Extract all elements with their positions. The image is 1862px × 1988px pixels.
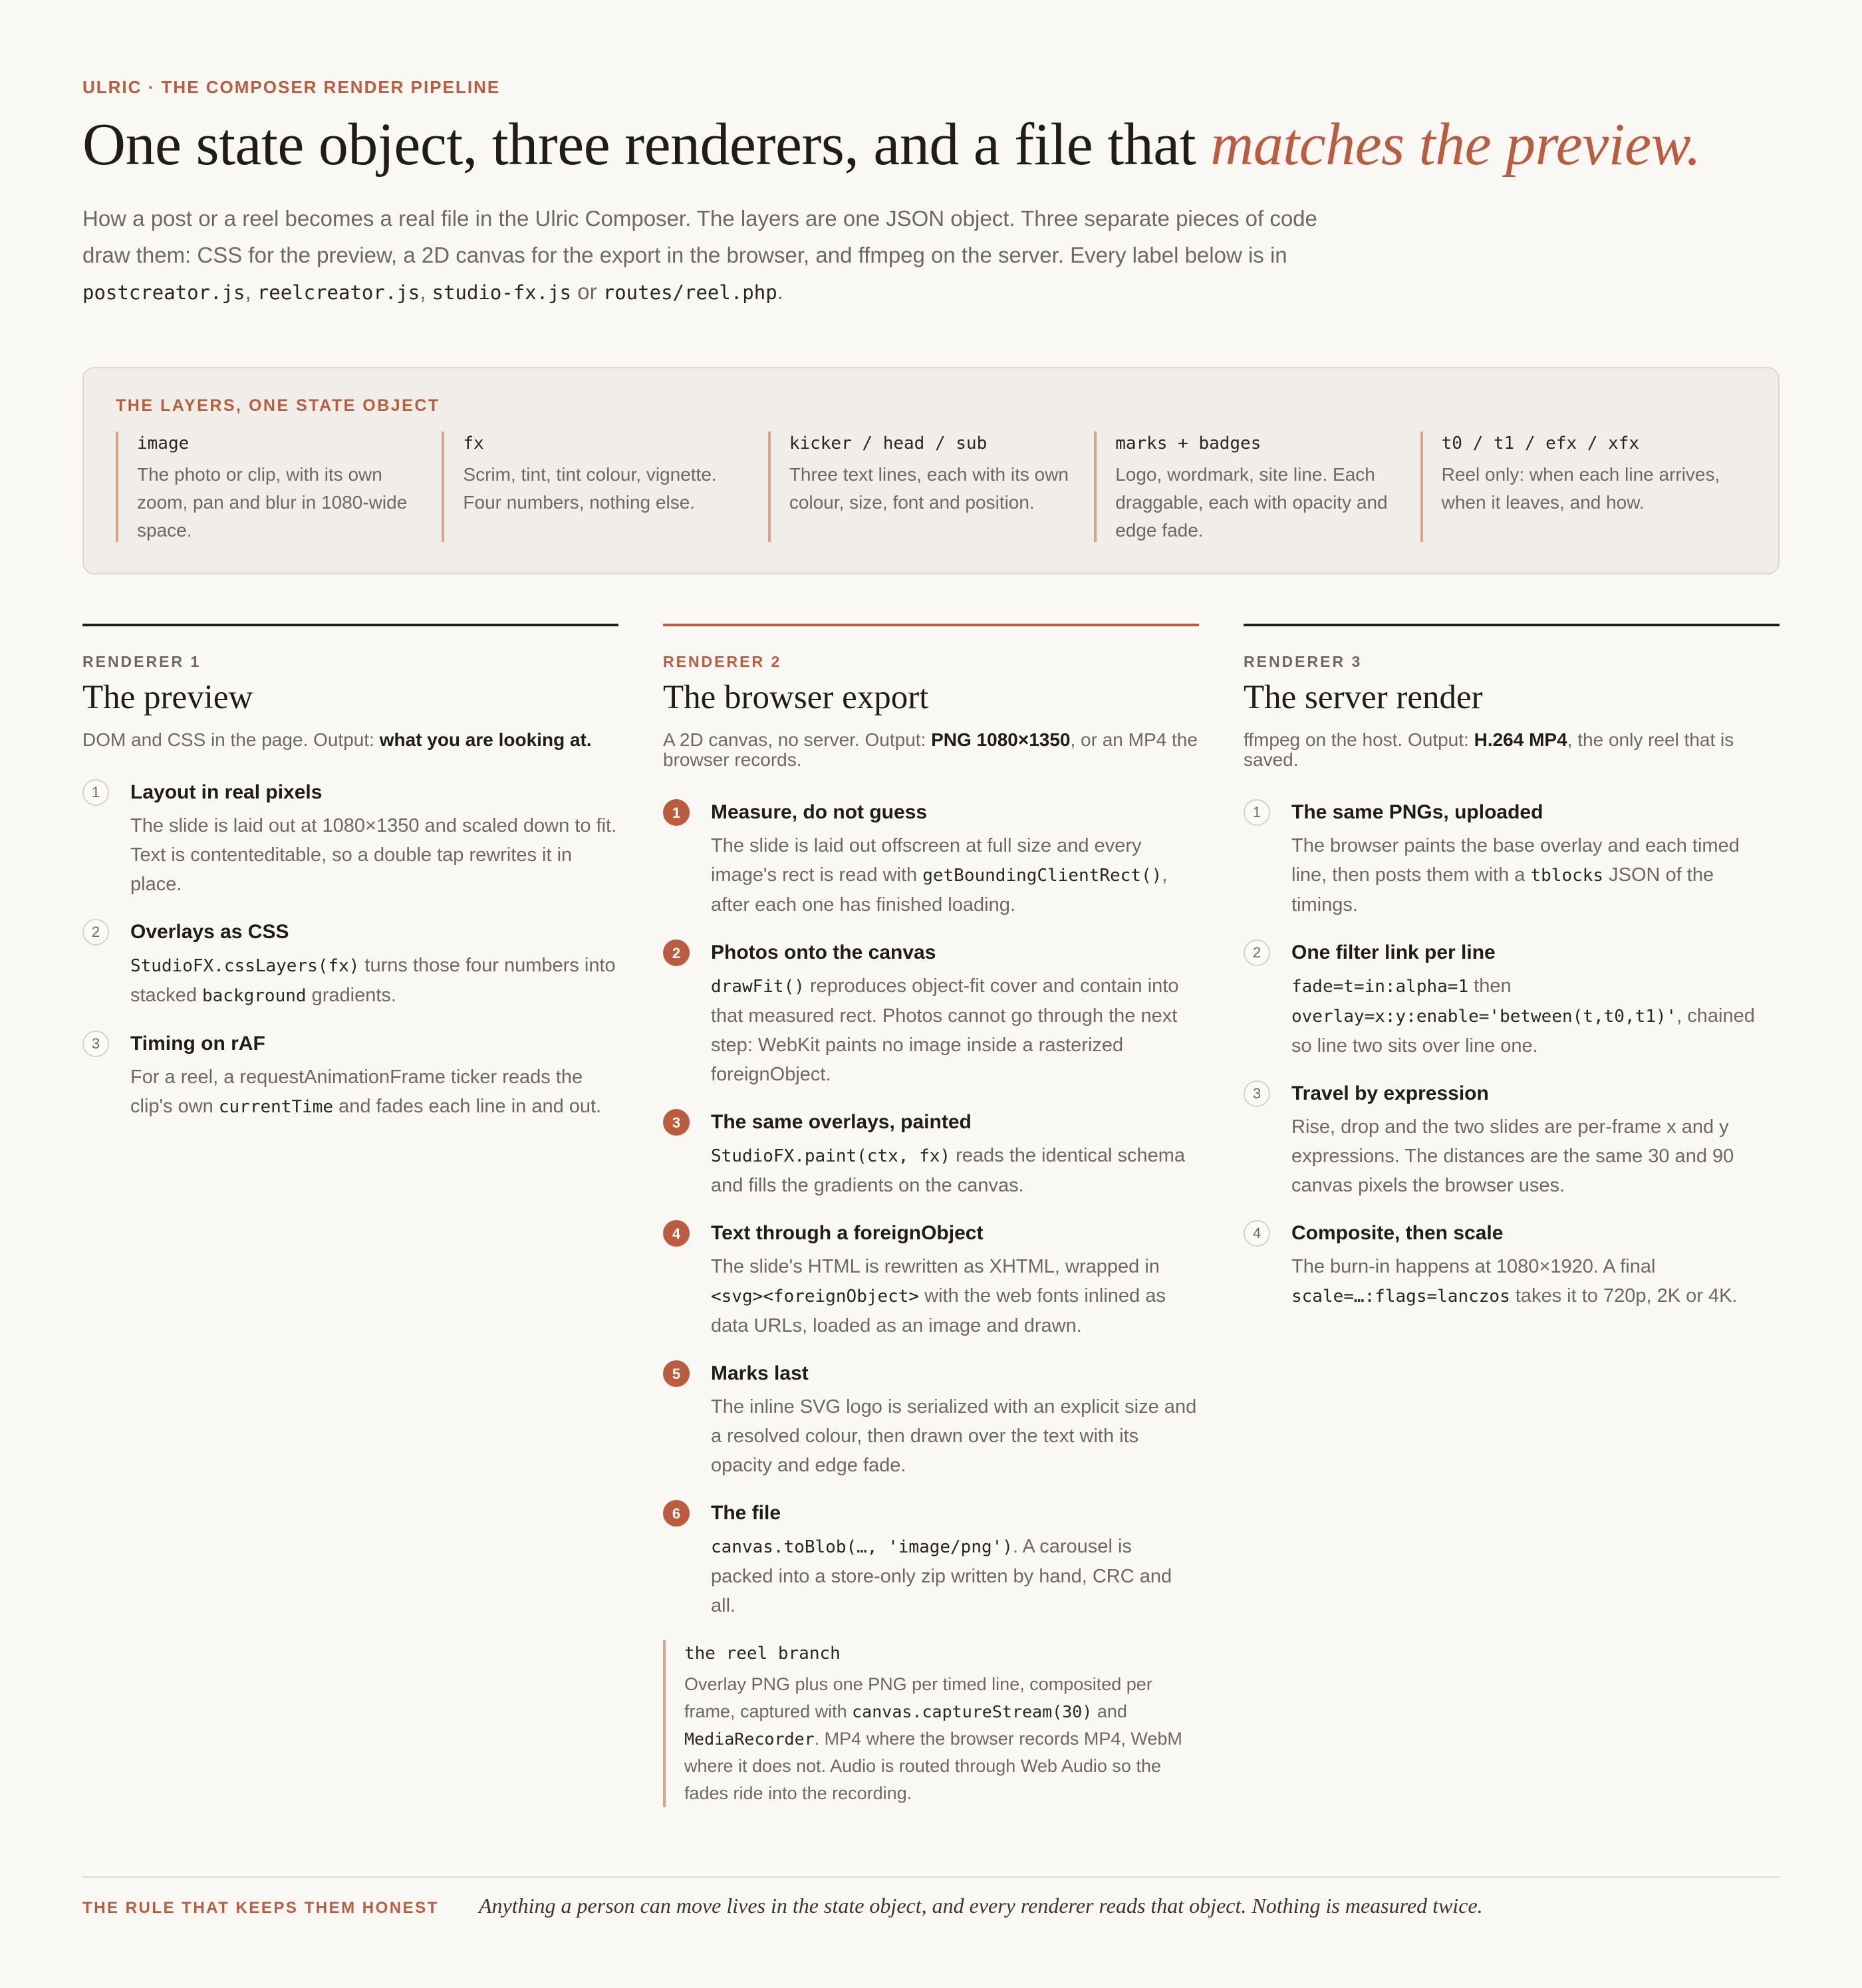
step (663, 799, 1199, 920)
step-title: The same overlays, painted (711, 1111, 972, 1134)
step-number: 5 (663, 1360, 690, 1387)
step-text (711, 1532, 1199, 1620)
step-text-part: The browser paints the base overlay and each timed line, then posts them with a (1291, 835, 1740, 886)
step (663, 1500, 1199, 1620)
renderer-subtitle (663, 730, 1199, 770)
page-title (82, 112, 1700, 178)
step-text-part: with the web fonts inlined as data URLs, loaded as an image and drawn. (711, 1285, 1166, 1337)
step-text-part: reproduces object-fit cover and contain into that measured rect. Photos cannot go through the next step: WebKit paints no image inside a rasterized foreignObject. (711, 975, 1179, 1086)
layer-description: Scrim, tint, tint colour, vignette. Four numbers, nothing else. (463, 464, 717, 513)
renderer-label: RENDERER 2 (663, 653, 782, 670)
step-number: 3 (82, 1031, 109, 1057)
step-title: Marks last (711, 1362, 809, 1385)
reel-branch-note (663, 1640, 1199, 1807)
subtitle-output: PNG 1080×1350 (931, 729, 1071, 751)
step-title: Overlays as CSS (130, 921, 289, 943)
file-name: reelcreator.js (257, 281, 420, 304)
eyebrow: ULRIC · THE COMPOSER RENDER PIPELINE (82, 77, 501, 97)
renderer-title: The preview (82, 679, 253, 716)
code-snippet: canvas.toBlob(…, 'image/png') (711, 1537, 1013, 1558)
step-text: The slide is laid out at 1080×1350 and scaled down to fit. Text is contenteditable, so a double tap rewrites it in place. (130, 815, 617, 896)
step (1244, 1220, 1780, 1311)
code-snippet: overlay=x:y:enable='between(t,t0,t1)' (1291, 1007, 1677, 1027)
layer-image (116, 432, 442, 542)
step (663, 939, 1199, 1089)
layer-name: fx (463, 434, 484, 453)
column-rule (1244, 624, 1780, 626)
intro-paragraph (82, 201, 1346, 310)
step-text (711, 971, 1199, 1089)
step-text-part: . A carousel is packed into a store-only zip written by hand, CRC and all. (711, 1536, 1172, 1617)
intro-text: How a post or a reel becomes a real file in the Ulric Composer. The layers are one JSON object. Three separate pieces of code draw them: CSS for the preview, a 2D canvas for the export in the browser, and ffmpeg on the server. Every label below is in (82, 206, 1317, 267)
renderer-title: The server render (1244, 679, 1483, 716)
step-text-part: and fades each line in and out. (333, 1096, 602, 1118)
step-number: 4 (1244, 1220, 1270, 1247)
step-title: Measure, do not guess (711, 801, 928, 824)
step (1244, 1080, 1780, 1200)
step-text-part: The slide is laid out offscreen at full size and every image's rect is read with (711, 835, 1142, 886)
footer-label: THE RULE THAT KEEPS THEM HONEST (82, 1899, 439, 1917)
renderer-title: The browser export (663, 679, 929, 716)
step-text-part: For a reel, a requestAnimationFrame ticker reads the clip's own (130, 1066, 583, 1118)
code-snippet: currentTime (218, 1097, 334, 1118)
separator: , (420, 279, 432, 304)
layer-fx (442, 432, 767, 542)
code-snippet: StudioFX.cssLayers(fx) (130, 956, 360, 977)
step-text-part: gradients. (306, 985, 396, 1007)
step (82, 919, 618, 1011)
step-text (130, 1062, 618, 1122)
renderer-label: RENDERER 1 (82, 653, 201, 670)
layer-marks (1094, 432, 1420, 542)
layers-panel (82, 367, 1780, 574)
subtitle-output: what you are looking at. (379, 729, 592, 751)
footer-divider (82, 1876, 1780, 1878)
step-text-part: The burn-in happens at 1080×1920. A final (1291, 1256, 1656, 1278)
step-title: Composite, then scale (1291, 1222, 1504, 1245)
step-text-part: JSON of the timings. (1291, 864, 1714, 916)
step-number: 4 (663, 1220, 690, 1247)
step-text-part: , chained so line two sits over line one. (1291, 1005, 1755, 1057)
step-title: Travel by expression (1291, 1082, 1489, 1105)
step-text (711, 1141, 1199, 1200)
column-rule (663, 624, 1199, 626)
reel-text-part: . MP4 where the browser records MP4, WebM where it does not. Audio is routed through Web Audio so the fades ride into the recording. (684, 1729, 1182, 1804)
step-text (711, 1252, 1199, 1340)
step-title: Timing on rAF (130, 1033, 265, 1055)
subtitle-text: ffmpeg on the host. Output: (1244, 729, 1474, 751)
step-number: 2 (82, 919, 109, 945)
renderer-3-column (1244, 624, 1780, 1331)
layer-timing (1420, 432, 1746, 542)
file-name: postcreator.js (82, 281, 245, 304)
layers-title: THE LAYERS, ONE STATE OBJECT (116, 396, 440, 415)
step-title: Layout in real pixels (130, 781, 323, 804)
column-rule (82, 624, 618, 626)
step-number: 1 (1244, 799, 1270, 826)
reel-text-part: Overlay PNG plus one PNG per timed line, composited per frame, captured with (684, 1674, 1152, 1722)
code-snippet: scale=…:flags=lanczos (1291, 1287, 1510, 1307)
subtitle-text: DOM and CSS in the page. Output: (82, 729, 380, 751)
subtitle-text: , the only reel that is saved. (1244, 729, 1734, 771)
step (82, 779, 618, 899)
step-text-part: reads the identical schema and fills the gradients on the canvas. (711, 1145, 1186, 1197)
code-snippet: drawFit() (711, 977, 805, 997)
headline-text: One state object, three renderers, and a file that (82, 112, 1211, 178)
layer-name: t0 / t1 / efx / xfx (1441, 434, 1640, 453)
step-text (1291, 971, 1780, 1060)
step-text-part: turns those four numbers into stacked (130, 955, 616, 1007)
step-text: Rise, drop and the two slides are per-frame x and y expressions. The distances are the same 30 and 90 canvas pixels the browser uses. (1291, 1116, 1734, 1197)
step-number: 3 (1244, 1080, 1270, 1107)
separator: or (571, 279, 603, 304)
reel-branch-text (684, 1671, 1199, 1807)
headline-emphasis: matches the preview. (1210, 112, 1701, 178)
step-title: The file (711, 1502, 781, 1525)
layer-description: Reel only: when each line arrives, when it leaves, and how. (1441, 464, 1720, 513)
step (663, 1220, 1199, 1340)
step-text (130, 951, 618, 1011)
layer-name: kicker / head / sub (789, 434, 988, 453)
renderer-2-column (663, 624, 1199, 1807)
step-title: Photos onto the canvas (711, 941, 936, 964)
step-number: 2 (1244, 939, 1270, 966)
code-snippet: canvas.captureStream(30) (852, 1702, 1093, 1722)
footer-rule-text: Anything a person can move lives in the state object, and every renderer reads that object. Nothing is measured twice. (479, 1894, 1483, 1918)
layer-name: marks + badges (1115, 434, 1262, 453)
step-number: 6 (663, 1500, 690, 1527)
step (1244, 939, 1780, 1060)
code-snippet: fade=t=in:alpha=1 (1291, 977, 1469, 997)
step-text-part: The slide's HTML is rewritten as XHTML, wrapped in (711, 1256, 1160, 1278)
step (82, 1031, 618, 1122)
step-text: The inline SVG logo is serialized with an explicit size and a resolved colour, then drawn over the text with its opacity and edge fade. (711, 1396, 1197, 1477)
subtitle-output: H.264 MP4 (1474, 729, 1567, 751)
layer-text-lines (768, 432, 1094, 542)
renderer-subtitle (1244, 730, 1780, 770)
reel-text-part: and (1092, 1701, 1127, 1722)
step-text-part: then (1468, 975, 1512, 997)
code-snippet: tblocks (1530, 866, 1604, 886)
step-number: 1 (663, 799, 690, 826)
code-snippet: <svg><foreignObject> (711, 1287, 920, 1307)
step-text-part: takes it to 720p, 2K or 4K. (1510, 1285, 1738, 1307)
layer-description: The photo or clip, with its own zoom, pan and blur in 1080-wide space. (137, 464, 408, 541)
code-snippet: StudioFX.paint(ctx, fx) (711, 1146, 951, 1167)
renderer-subtitle (82, 730, 618, 750)
step-text (1291, 1252, 1780, 1311)
step (1244, 799, 1780, 920)
step-title: One filter link per line (1291, 941, 1496, 964)
step-number: 1 (82, 779, 109, 806)
step-text-part: , after each one has finished loading. (711, 864, 1168, 916)
separator: , (245, 279, 257, 304)
step-text (711, 831, 1199, 920)
step (663, 1360, 1199, 1480)
code-snippet: getBoundingClientRect() (922, 866, 1162, 886)
subtitle-text: A 2D canvas, no server. Output: (663, 729, 932, 751)
renderer-label: RENDERER 3 (1244, 653, 1363, 670)
step-title: The same PNGs, uploaded (1291, 801, 1543, 824)
layer-description: Logo, wordmark, site line. Each draggable, each with opacity and edge fade. (1115, 464, 1388, 541)
code-snippet: MediaRecorder (684, 1729, 815, 1749)
layer-description: Three text lines, each with its own colour, size, font and position. (789, 464, 1069, 513)
step (663, 1109, 1199, 1200)
step-number: 2 (663, 939, 690, 966)
step-title: Text through a foreignObject (711, 1222, 984, 1245)
file-name: studio-fx.js (432, 281, 572, 304)
step-text (1291, 831, 1780, 920)
layers-row (116, 432, 1746, 542)
file-name: routes/reel.php (602, 281, 777, 304)
reel-branch-title: the reel branch (684, 1644, 841, 1664)
layer-name: image (137, 434, 190, 453)
renderer-1-column (82, 624, 618, 1142)
step-number: 3 (663, 1109, 690, 1136)
subtitle-text: , or an MP4 the browser records. (663, 729, 1198, 771)
separator: . (777, 279, 783, 304)
code-snippet: background (202, 986, 307, 1007)
